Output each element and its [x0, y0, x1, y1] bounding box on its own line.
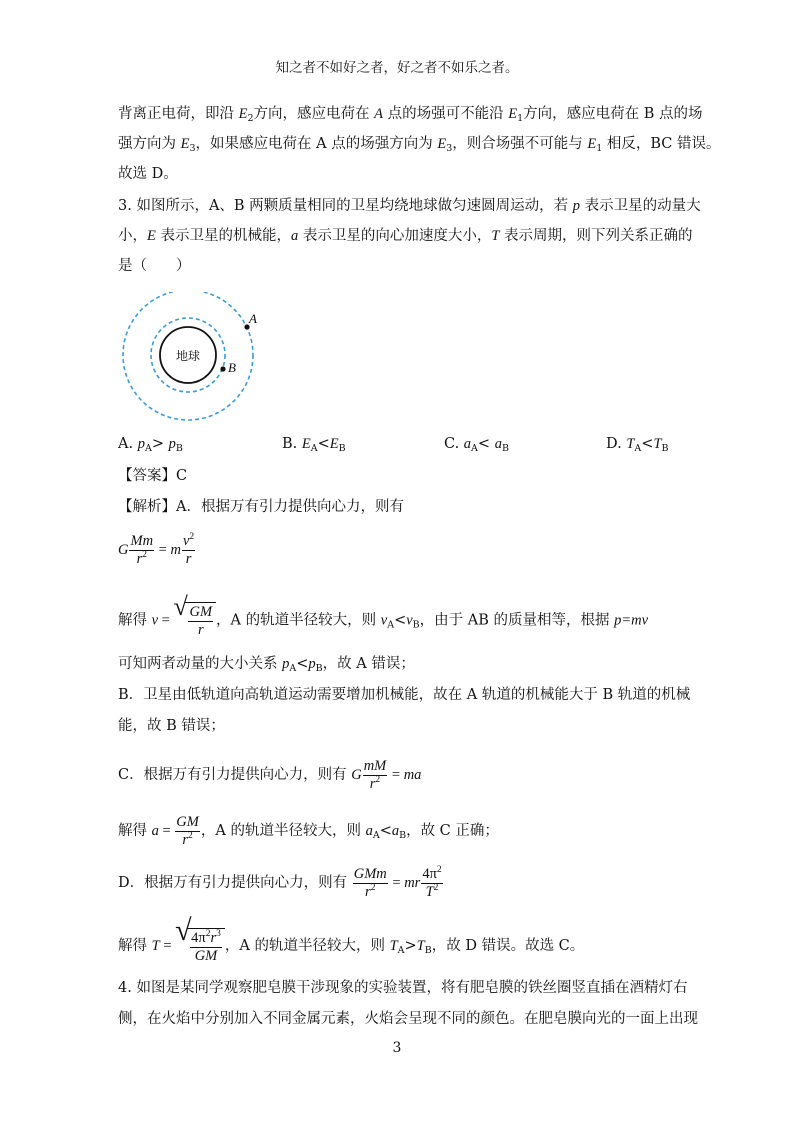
answer-tag: 【答案】 [118, 468, 176, 484]
equation-1: G $\frac{Mm}{r^2}$ = m $\frac{v^2}{r}$ [118, 532, 195, 567]
analysis-line-b1: B．卫星由低轨道向高轨道运动需要增加机械能，故在 A 轨道的机械能大于 B 轨道的机械 [118, 687, 691, 703]
question4-line-1: 4. 如图是某同学观察肥皂膜干涉现象的实验装置，将有肥皂膜的铁丝圈竖直插在酒精灯右 [118, 980, 688, 996]
satellite-b-dot [220, 366, 225, 371]
orbit-diagram [118, 292, 268, 428]
analysis-line-d: D．根据万有引力提供向心力，则有 $\frac{\text{GMm}}{r^2}$ = mr $\frac{4\pi^2}{T^2}$ [118, 865, 442, 900]
analysis-tag: 【解析】 [118, 499, 176, 515]
analysis-line-a: 【解析】A．根据万有引力提供向心力，则有 [118, 499, 404, 515]
question3-line-1: 3. 如图所示，A、B 两颗质量相同的卫星均绕地球做匀速圆周运动，若 p 表示卫星的动量大 [118, 198, 701, 214]
answer-value: C [176, 468, 188, 484]
page-number: 3 [392, 1040, 402, 1056]
earth-label: 地球 [175, 349, 201, 363]
prev-answer-line-3: 故选 D。 [118, 166, 178, 182]
analysis-line-c: C．根据万有引力提供向心力，则有 G $\frac{mM}{r^2}$ = ma [118, 758, 422, 792]
option-c: C. $a_A< a_B$ [444, 436, 509, 454]
option-d: D. $T_A<T_B$ [606, 436, 669, 454]
momentum-line: 可知两者动量的大小关系 $p_A<p_B$，故 A 错误； [118, 656, 415, 674]
question3-line-3: 是（ ） [118, 258, 191, 274]
prev-answer-line-1: 背离正电荷，即沿 $E_2$方向，感应电荷在 A 点的场强可不能沿 $E_1$方向，感应电荷在 B 点的场 [118, 106, 703, 124]
answer-line [118, 466, 187, 486]
satellite-a-label: A [249, 311, 257, 326]
prev-answer-line-2: 强方向为 $E_3$，如果感应电荷在 A 点的场强方向为 $E_3$，则合场强不可能与 $E_1$ 相反，BC 错误。 [118, 136, 721, 154]
d-solve-line: 解得 T = √ $\frac{4\pi^2r^3}{GM}$ ，A 的轨道半径较大，则 $T_A>T_B$，故 D 错误。故选 C。 [118, 914, 585, 964]
analysis-line-b2: 能，故 B 错误； [118, 718, 225, 734]
option-a: A. $p_A> p_B$ [118, 436, 183, 454]
c-solve-line: 解得 a = $\frac{GM}{r^2}$ ，A 的轨道半径较大，则 $a_A<a_B$，故 C 正确； [118, 814, 499, 848]
question3-line-2: 小，E 表示卫星的机械能，a 表示卫星的向心加速度大小，T 表示周期，则下列关系正确的 [118, 228, 693, 244]
option-b: B. $E_A<E_B$ [282, 436, 346, 454]
solve-line-1: 解得 v = √ $\frac{GM}{r}$ ，A 的轨道半径较大，则 $v_A<v_B$，由于 AB 的质量相等，根据 p=mv [118, 592, 649, 638]
satellite-b-label: B [228, 360, 236, 375]
question4-line-2: 侧，在火焰中分别加入不同金属元素，火焰会呈现不同的颜色。在肥皂膜向光的一面上出现 [118, 1011, 698, 1027]
page-header-motto: 知之者不如好之者，好之者不如乐之者。 [275, 60, 519, 76]
